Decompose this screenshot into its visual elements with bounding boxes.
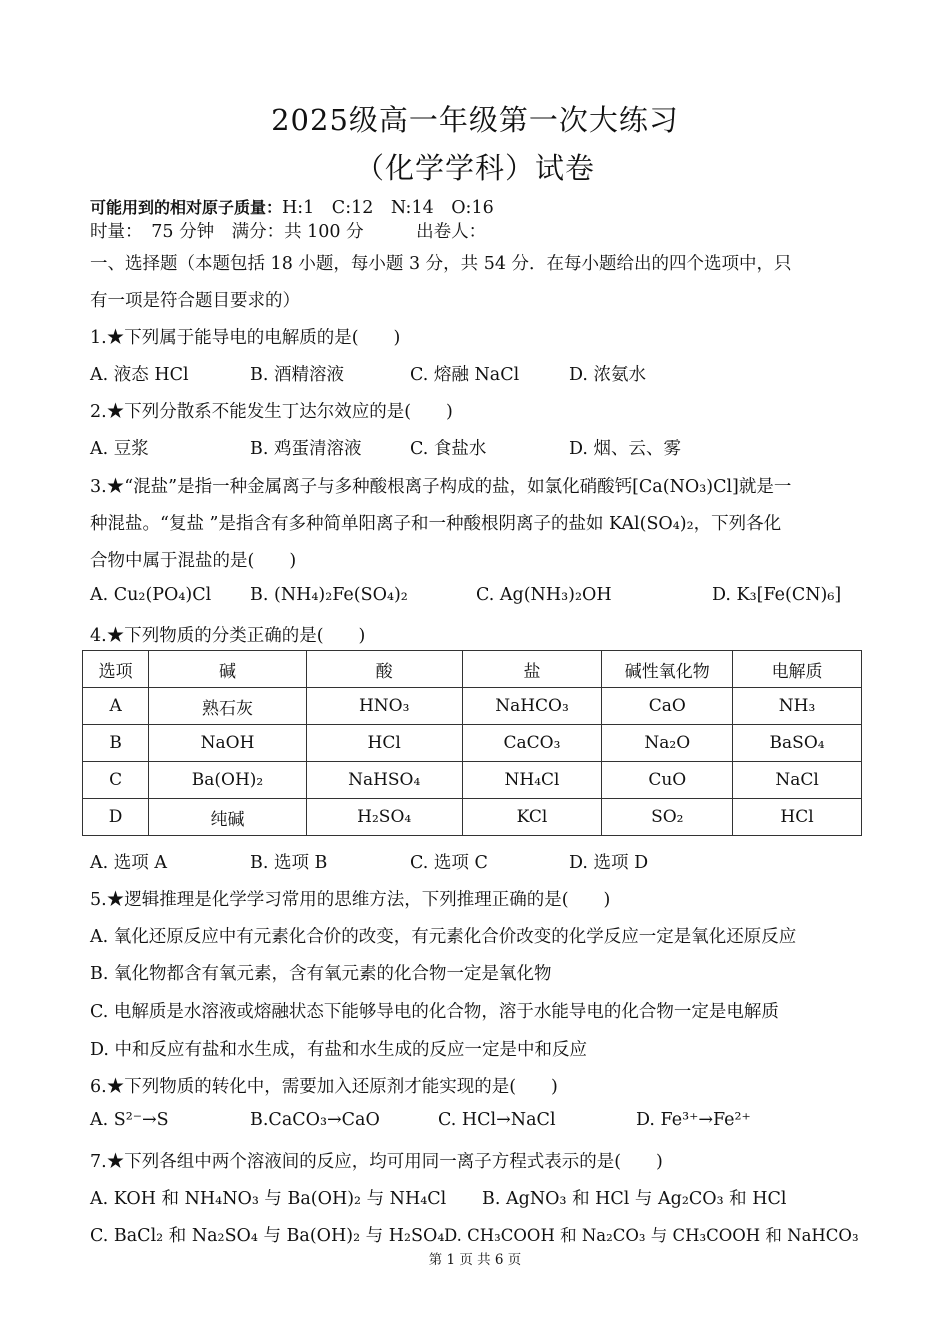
q4-option-c: C. 选项 C bbox=[410, 853, 488, 873]
q7-stem: 7.★下列各组中两个溶液间的反应，均可用同一离子方程式表示的是( ) bbox=[90, 1152, 663, 1172]
q3-stem-line2: 种混盐。“复盐 ”是指含有多种简单阳离子和一种酸根阴离子的盐如 KAl(SO₄)₂，下列各化 bbox=[90, 514, 782, 534]
q5-stem: 5.★逻辑推理是化学学习常用的思维方法，下列推理正确的是( ) bbox=[90, 890, 611, 910]
q2-option-c: C. 食盐水 bbox=[410, 439, 487, 459]
q7-option-c: C. BaCl₂ 和 Na₂SO₄ 与 Ba(OH)₂ 与 H₂SO₄ bbox=[90, 1226, 445, 1246]
table-cell: 纯碱 bbox=[149, 799, 307, 836]
table-cell: H₂SO₄ bbox=[306, 799, 462, 836]
table-cell: C bbox=[83, 762, 149, 799]
q2-option-d: D. 烟、云、雾 bbox=[569, 439, 682, 459]
table-cell: NH₄Cl bbox=[462, 762, 602, 799]
q6-option-a: A. S²⁻→S bbox=[90, 1110, 169, 1130]
exam-subtitle: （化学学科）试卷 bbox=[354, 151, 595, 185]
q3-option-a: A. Cu₂(PO₄)Cl bbox=[90, 585, 212, 605]
table-header-cell: 盐 bbox=[462, 651, 602, 688]
section-heading-line1: 一、选择题（本题包括 18 小题，每小题 3 分，共 54 分．在每小题给出的四个选项中，只 bbox=[90, 254, 792, 274]
table-row bbox=[83, 799, 862, 836]
table-cell: B bbox=[83, 725, 149, 762]
table-header-cell: 选项 bbox=[83, 651, 149, 688]
q7-option-a: A. KOH 和 NH₄NO₃ 与 Ba(OH)₂ 与 NH₄Cl bbox=[90, 1189, 447, 1209]
q2-stem: 2.★下列分散系不能发生丁达尔效应的是( ) bbox=[90, 402, 453, 422]
classification-table bbox=[82, 650, 862, 836]
table-cell: Ba(OH)₂ bbox=[149, 762, 307, 799]
exam-title: 2025级高一年级第一次大练习 bbox=[271, 103, 679, 137]
q3-option-c: C. Ag(NH₃)₂OH bbox=[476, 585, 612, 605]
q5-option-c: C. 电解质是水溶液或熔融状态下能够导电的化合物，溶于水能导电的化合物一定是电解质 bbox=[90, 1002, 779, 1022]
q4-option-a: A. 选项 A bbox=[90, 853, 167, 873]
q5-option-d: D. 中和反应有盐和水生成，有盐和水生成的反应一定是中和反应 bbox=[90, 1040, 588, 1060]
table-row bbox=[83, 688, 862, 725]
q7-option-d: D. CH₃COOH 和 Na₂CO₃ 与 CH₃COOH 和 NaHCO₃ bbox=[444, 1226, 859, 1245]
q5-option-a: A. 氧化还原反应中有元素化合价的改变，有元素化合价改变的化学反应一定是氧化还原反应 bbox=[90, 927, 797, 947]
q7-option-b: B. AgNO₃ 和 HCl 与 Ag₂CO₃ 和 HCl bbox=[482, 1189, 787, 1209]
table-cell: NH₃ bbox=[733, 688, 862, 725]
table-cell: BaSO₄ bbox=[733, 725, 862, 762]
time-info: 时量： 75 分钟 满分：共 100 分 出卷人： bbox=[90, 222, 487, 242]
table-cell: D bbox=[83, 799, 149, 836]
table-cell: NaOH bbox=[149, 725, 307, 762]
table-cell: NaHCO₃ bbox=[462, 688, 602, 725]
q3-stem-line3: 合物中属于混盐的是( ) bbox=[90, 551, 297, 571]
atomic-mass-values: H:1 C:12 N:14 O:16 bbox=[282, 198, 494, 218]
q3-stem-line1: 3.★“混盐”是指一种金属离子与多种酸根离子构成的盐，如氯化硝酸钙[Ca(NO₃)Cl]就是一 bbox=[90, 477, 792, 497]
page-footer: 第 1 页 共 6 页 bbox=[428, 1252, 522, 1268]
table-cell: CuO bbox=[602, 762, 733, 799]
table-header-cell: 碱性氧化物 bbox=[602, 651, 733, 688]
q1-option-a: A. 液态 HCl bbox=[90, 365, 189, 385]
q2-option-a: A. 豆浆 bbox=[90, 439, 149, 459]
table-cell: HCl bbox=[306, 725, 462, 762]
atomic-mass-line bbox=[90, 194, 494, 219]
q4-stem: 4.★下列物质的分类正确的是( ) bbox=[90, 626, 366, 646]
q6-option-b: B.CaCO₃→CaO bbox=[250, 1110, 380, 1130]
table-row bbox=[83, 762, 862, 799]
table-header-cell: 酸 bbox=[306, 651, 462, 688]
table-cell: HCl bbox=[733, 799, 862, 836]
table-header-cell: 碱 bbox=[149, 651, 307, 688]
table-cell: NaCl bbox=[733, 762, 862, 799]
q6-option-c: C. HCl→NaCl bbox=[438, 1110, 556, 1130]
table-cell: CaCO₃ bbox=[462, 725, 602, 762]
table-cell: CaO bbox=[602, 688, 733, 725]
table-cell: SO₂ bbox=[602, 799, 733, 836]
atomic-mass-label: 可能用到的相对原子质量： bbox=[90, 198, 283, 217]
table-header-cell: 电解质 bbox=[733, 651, 862, 688]
q1-option-c: C. 熔融 NaCl bbox=[410, 365, 520, 385]
q6-option-d: D. Fe³⁺→Fe²⁺ bbox=[636, 1110, 751, 1130]
q5-option-b: B. 氧化物都含有氧元素，含有氧元素的化合物一定是氧化物 bbox=[90, 964, 552, 984]
q6-stem: 6.★下列物质的转化中，需要加入还原剂才能实现的是( ) bbox=[90, 1077, 558, 1097]
table-cell: HNO₃ bbox=[306, 688, 462, 725]
q3-option-d: D. K₃[Fe(CN)₆] bbox=[712, 585, 842, 605]
table-cell: Na₂O bbox=[602, 725, 733, 762]
table-header-row bbox=[83, 651, 862, 688]
q1-option-b: B. 酒精溶液 bbox=[250, 365, 344, 385]
q1-option-d: D. 浓氨水 bbox=[569, 365, 647, 385]
table-row bbox=[83, 725, 862, 762]
section-heading-line2: 有一项是符合题目要求的） bbox=[90, 291, 300, 311]
table-cell: NaHSO₄ bbox=[306, 762, 462, 799]
table-cell: 熟石灰 bbox=[149, 688, 307, 725]
q3-option-b: B. (NH₄)₂Fe(SO₄)₂ bbox=[250, 585, 408, 605]
table-cell: A bbox=[83, 688, 149, 725]
q2-option-b: B. 鸡蛋清溶液 bbox=[250, 439, 362, 459]
q1-stem: 1.★下列属于能导电的电解质的是( ) bbox=[90, 328, 401, 348]
table-cell: KCl bbox=[462, 799, 602, 836]
q4-option-b: B. 选项 B bbox=[250, 853, 328, 873]
q4-option-d: D. 选项 D bbox=[569, 853, 649, 873]
